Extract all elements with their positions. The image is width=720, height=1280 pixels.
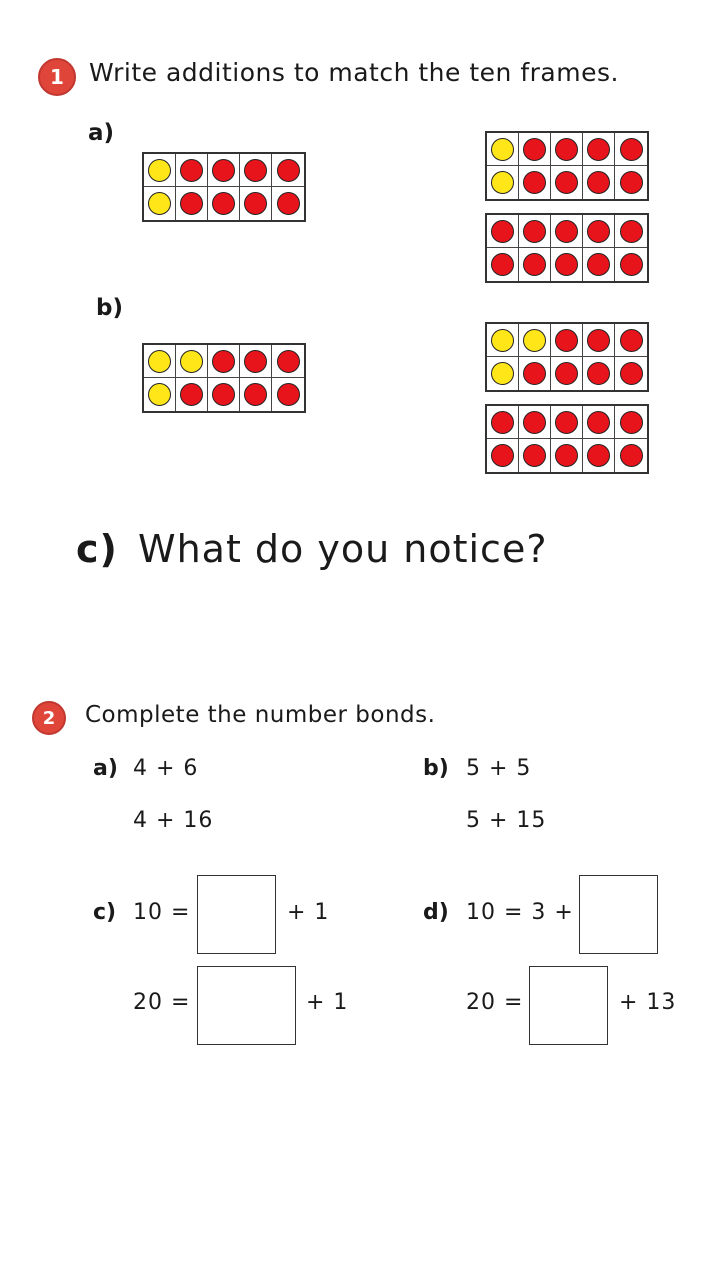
q2-d-answer-box-2[interactable] bbox=[529, 966, 608, 1045]
red-counter bbox=[212, 159, 235, 182]
ten-frame-cell bbox=[519, 406, 551, 439]
ten-frame-cell bbox=[487, 215, 519, 248]
question-2-number: 2 bbox=[42, 707, 56, 729]
red-counter bbox=[523, 220, 546, 243]
red-counter bbox=[555, 138, 578, 161]
red-counter bbox=[244, 350, 267, 373]
red-counter bbox=[620, 138, 643, 161]
ten-frame-cell bbox=[176, 345, 208, 378]
ten-frame-cell bbox=[144, 187, 176, 220]
ten-frame-cell bbox=[551, 215, 583, 248]
ten-frame-cell bbox=[615, 357, 647, 390]
ten-frame-cell bbox=[551, 133, 583, 166]
yellow-counter bbox=[491, 362, 514, 385]
red-counter bbox=[277, 159, 300, 182]
ten-frame-cell bbox=[615, 324, 647, 357]
q2-c-line1-right: + 1 bbox=[287, 900, 330, 925]
red-counter bbox=[244, 383, 267, 406]
red-counter bbox=[523, 411, 546, 434]
q2-c-line2-left: 20 = bbox=[133, 990, 191, 1015]
ten-frame-cell bbox=[487, 248, 519, 281]
question-2-title: Complete the number bonds. bbox=[85, 702, 436, 728]
yellow-counter bbox=[523, 329, 546, 352]
red-counter bbox=[587, 253, 610, 276]
ten-frame-cell bbox=[487, 357, 519, 390]
ten-frame-cell bbox=[208, 378, 240, 411]
yellow-counter bbox=[491, 171, 514, 194]
red-counter bbox=[620, 329, 643, 352]
ten-frame-cell bbox=[551, 357, 583, 390]
ten-frame-cell bbox=[551, 324, 583, 357]
red-counter bbox=[523, 171, 546, 194]
red-counter bbox=[180, 159, 203, 182]
ten-frame-cell bbox=[487, 439, 519, 472]
ten-frame-cell bbox=[519, 357, 551, 390]
ten-frame-cell bbox=[487, 406, 519, 439]
yellow-counter bbox=[148, 350, 171, 373]
red-counter bbox=[587, 411, 610, 434]
red-counter bbox=[555, 444, 578, 467]
ten-frame-cell bbox=[208, 187, 240, 220]
red-counter bbox=[212, 350, 235, 373]
ten-frame-a-big-top bbox=[485, 131, 649, 201]
ten-frame-cell bbox=[615, 215, 647, 248]
ten-frame-cell bbox=[551, 248, 583, 281]
q2-c-answer-box-1[interactable] bbox=[197, 875, 276, 954]
question-2-badge bbox=[32, 701, 66, 735]
red-counter bbox=[244, 159, 267, 182]
red-counter bbox=[491, 411, 514, 434]
part-c-label: c) bbox=[76, 527, 118, 571]
red-counter bbox=[555, 171, 578, 194]
red-counter bbox=[555, 362, 578, 385]
q2-c-line2-right: + 1 bbox=[306, 990, 349, 1015]
q2-part-d-label: d) bbox=[423, 900, 449, 925]
red-counter bbox=[620, 362, 643, 385]
yellow-counter bbox=[148, 192, 171, 215]
red-counter bbox=[277, 350, 300, 373]
ten-frame-cell bbox=[240, 154, 272, 187]
q2-c-answer-box-2[interactable] bbox=[197, 966, 296, 1045]
ten-frame-cell bbox=[519, 166, 551, 199]
ten-frame-cell bbox=[551, 166, 583, 199]
ten-frame-b-small bbox=[142, 343, 306, 413]
ten-frame-cell bbox=[615, 439, 647, 472]
ten-frame-cell bbox=[519, 133, 551, 166]
ten-frame-cell bbox=[583, 406, 615, 439]
ten-frame-cell bbox=[583, 357, 615, 390]
ten-frame-cell bbox=[240, 187, 272, 220]
question-1-number: 1 bbox=[50, 65, 64, 89]
red-counter bbox=[587, 220, 610, 243]
red-counter bbox=[587, 362, 610, 385]
ten-frame-cell bbox=[583, 439, 615, 472]
red-counter bbox=[180, 383, 203, 406]
yellow-counter bbox=[491, 329, 514, 352]
q2-c-line1-left: 10 = bbox=[133, 900, 191, 925]
red-counter bbox=[587, 171, 610, 194]
q2-b-line1: 5 + 5 bbox=[466, 756, 532, 781]
red-counter bbox=[555, 253, 578, 276]
red-counter bbox=[523, 362, 546, 385]
ten-frame-cell bbox=[615, 406, 647, 439]
ten-frame-cell bbox=[176, 154, 208, 187]
red-counter bbox=[620, 444, 643, 467]
q2-a-line1: 4 + 6 bbox=[133, 756, 199, 781]
q2-a-line2: 4 + 16 bbox=[133, 808, 214, 833]
ten-frame-cell bbox=[272, 154, 304, 187]
red-counter bbox=[523, 444, 546, 467]
red-counter bbox=[555, 411, 578, 434]
ten-frame-cell bbox=[519, 215, 551, 248]
ten-frame-cell bbox=[551, 406, 583, 439]
ten-frame-a-small bbox=[142, 152, 306, 222]
red-counter bbox=[491, 444, 514, 467]
part-a-label: a) bbox=[88, 120, 115, 146]
ten-frame-cell bbox=[583, 133, 615, 166]
ten-frame-b-big-top bbox=[485, 322, 649, 392]
q2-part-a-label: a) bbox=[93, 756, 118, 781]
question-1-title: Write additions to match the ten frames. bbox=[89, 58, 619, 87]
ten-frame-cell bbox=[144, 154, 176, 187]
red-counter bbox=[180, 192, 203, 215]
part-b-label: b) bbox=[96, 295, 123, 321]
ten-frame-cell bbox=[519, 324, 551, 357]
ten-frame-b-big-bottom bbox=[485, 404, 649, 474]
ten-frame-cell bbox=[176, 187, 208, 220]
question-1-badge bbox=[38, 58, 76, 96]
q2-d-answer-box-1[interactable] bbox=[579, 875, 658, 954]
ten-frame-cell bbox=[144, 378, 176, 411]
yellow-counter bbox=[148, 383, 171, 406]
ten-frame-cell bbox=[615, 133, 647, 166]
ten-frame-cell bbox=[176, 378, 208, 411]
ten-frame-cell bbox=[272, 378, 304, 411]
ten-frame-cell bbox=[519, 248, 551, 281]
ten-frame-cell bbox=[615, 166, 647, 199]
red-counter bbox=[587, 329, 610, 352]
red-counter bbox=[620, 411, 643, 434]
ten-frame-cell bbox=[487, 324, 519, 357]
red-counter bbox=[587, 138, 610, 161]
yellow-counter bbox=[148, 159, 171, 182]
red-counter bbox=[523, 138, 546, 161]
ten-frame-cell bbox=[144, 345, 176, 378]
q2-d-line2-left: 20 = bbox=[466, 990, 524, 1015]
red-counter bbox=[555, 220, 578, 243]
q2-b-line2: 5 + 15 bbox=[466, 808, 547, 833]
red-counter bbox=[212, 192, 235, 215]
ten-frame-cell bbox=[240, 345, 272, 378]
q2-part-b-label: b) bbox=[423, 756, 449, 781]
ten-frame-cell bbox=[487, 166, 519, 199]
red-counter bbox=[491, 253, 514, 276]
red-counter bbox=[244, 192, 267, 215]
red-counter bbox=[620, 171, 643, 194]
ten-frame-cell bbox=[583, 215, 615, 248]
red-counter bbox=[523, 253, 546, 276]
ten-frame-cell bbox=[487, 133, 519, 166]
yellow-counter bbox=[180, 350, 203, 373]
q2-part-c-label: c) bbox=[93, 900, 117, 925]
ten-frame-a-big-bottom bbox=[485, 213, 649, 283]
ten-frame-cell bbox=[272, 187, 304, 220]
red-counter bbox=[587, 444, 610, 467]
ten-frame-cell bbox=[551, 439, 583, 472]
red-counter bbox=[277, 192, 300, 215]
part-c-text: What do you notice? bbox=[138, 527, 548, 571]
ten-frame-cell bbox=[208, 345, 240, 378]
ten-frame-cell bbox=[519, 439, 551, 472]
red-counter bbox=[620, 220, 643, 243]
red-counter bbox=[491, 220, 514, 243]
ten-frame-cell bbox=[583, 248, 615, 281]
q2-d-line1-left: 10 = 3 + bbox=[466, 900, 574, 925]
ten-frame-cell bbox=[615, 248, 647, 281]
red-counter bbox=[212, 383, 235, 406]
q2-d-line2-right: + 13 bbox=[619, 990, 677, 1015]
red-counter bbox=[620, 253, 643, 276]
red-counter bbox=[555, 329, 578, 352]
ten-frame-cell bbox=[208, 154, 240, 187]
ten-frame-cell bbox=[583, 166, 615, 199]
ten-frame-cell bbox=[272, 345, 304, 378]
red-counter bbox=[277, 383, 300, 406]
ten-frame-cell bbox=[583, 324, 615, 357]
yellow-counter bbox=[491, 138, 514, 161]
ten-frame-cell bbox=[240, 378, 272, 411]
